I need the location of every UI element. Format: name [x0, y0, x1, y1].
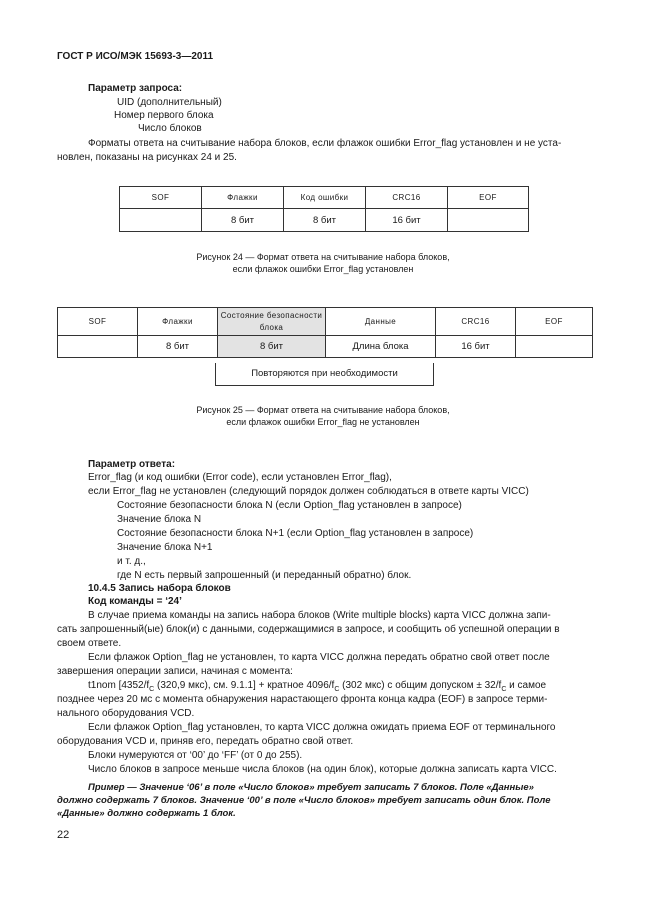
- response-param-item: Состояние безопасности блока N+1 (если Option_flag установлен в запросе): [117, 528, 474, 539]
- figure-25-caption-line: если флажок ошибки Error_flag не установлен: [226, 417, 420, 427]
- paragraph-line: нального оборудования VCD.: [57, 708, 195, 719]
- response-params-line: Error_flag (и код ошибки (Error code), если установлен Error_flag),: [88, 472, 392, 483]
- formula-subscript: C: [501, 686, 507, 693]
- fig25-header-block-security: Состояние безопасности блока: [218, 308, 326, 336]
- paragraph-line: завершения операции записи, начиная с момента:: [57, 666, 293, 677]
- response-param-item: и т. д.,: [117, 556, 146, 567]
- formula-subscript: C: [334, 686, 340, 693]
- paragraph-line: Блоки нумеруются от ‘00’ до ‘FF’ (от 0 до 255).: [88, 750, 303, 761]
- paragraph-line: своем ответе.: [57, 638, 122, 649]
- fig24-value-eof: [448, 209, 529, 232]
- formula-part: (320,9 мкс), см. 9.1.1] + кратное 4096/f: [154, 680, 335, 691]
- example-line: должно содержать 7 блоков. Значение ‘00’ в поле «Число блоков» требует записать один блок. Поле: [57, 795, 551, 806]
- response-param-item: Значение блока N: [117, 514, 202, 525]
- command-code: Код команды = ‘24’: [88, 596, 182, 607]
- fig24-value-sof: [120, 209, 202, 232]
- figure-24-caption-line: если флажок ошибки Error_flag установлен: [232, 264, 414, 274]
- paragraph-line: Если флажок Option_flag установлен, то карта VICC должна ожидать приема EOF от терминального: [88, 722, 556, 733]
- paragraph-line: Если флажок Option_flag не установлен, то карта VICC должна передать обратно свой ответ после: [88, 652, 550, 663]
- figure-24-caption-line: Рисунок 24 — Формат ответа на считывание набора блоков,: [196, 252, 450, 262]
- figure-24-table: [119, 186, 529, 232]
- fig24-value-flags: 8 бит: [202, 209, 284, 232]
- fig25-repeat-note: Повторяются при необходимости: [215, 363, 434, 386]
- fig25-value-sof: [58, 336, 138, 358]
- request-param-item: Номер первого блока: [114, 110, 214, 121]
- fig24-header-crc16: CRC16: [366, 187, 448, 209]
- fig25-header-flags: Флажки: [138, 308, 218, 336]
- example-line: Пример — Значение ‘06’ в поле «Число блоков» требует записать 7 блоков. Поле «Данные»: [88, 782, 534, 793]
- section-title: 10.4.5 Запись набора блоков: [88, 583, 231, 594]
- request-param-item: UID (дополнительный): [117, 97, 222, 108]
- fig24-value-crc16: 16 бит: [366, 209, 448, 232]
- intro-text-line: новлен, показаны на рисунках 24 и 25.: [57, 152, 237, 163]
- formula-part: (302 мкс) с общим допуском ± 32/f: [339, 680, 502, 691]
- response-params-line: если Error_flag не установлен (следующий порядок должен соблюдаться в ответе карты VICC): [88, 486, 529, 497]
- fig25-header-data: Данные: [326, 308, 436, 336]
- fig25-value-eof: [516, 336, 593, 358]
- fig25-value-crc16: 16 бит: [436, 336, 516, 358]
- fig25-value-flags: 8 бит: [138, 336, 218, 358]
- request-params-heading: Параметр запроса:: [88, 83, 183, 94]
- document-header: ГОСТ Р ИСО/МЭК 15693-3—2011: [57, 51, 214, 62]
- paragraph-line: В случае приема команды на запись набора блоков (Write multiple blocks) карта VICC должна запи-: [88, 610, 551, 621]
- fig25-header-crc16: CRC16: [436, 308, 516, 336]
- response-param-item: где N есть первый запрошенный (и переданный обратно) блок.: [117, 570, 412, 581]
- response-param-item: Значение блока N+1: [117, 542, 213, 553]
- formula-subscript: C: [149, 686, 155, 693]
- page-number: 22: [57, 829, 70, 841]
- fig24-header-flags: Флажки: [202, 187, 284, 209]
- fig24-header-sof: SOF: [120, 187, 202, 209]
- fig25-value-data: Длина блока: [326, 336, 436, 358]
- formula-part: и самое: [506, 680, 547, 691]
- paragraph-line: сать запрошенный(ые) блок(и) с данными, содержащимися в запросе, и сообщить об успешной операции в: [57, 624, 560, 635]
- figure-25-caption-line: Рисунок 25 — Формат ответа на считывание набора блоков,: [196, 405, 450, 415]
- paragraph-line: оборудования VCD и, приняв его, передать обратно свой ответ.: [57, 736, 354, 747]
- intro-text-line: Форматы ответа на считывание набора блоков, если флажок ошибки Error_flag установлен и не уста-: [88, 138, 562, 149]
- fig25-header-eof: EOF: [516, 308, 593, 336]
- fig24-header-error-code: Код ошибки: [284, 187, 366, 209]
- fig24-header-eof: EOF: [448, 187, 529, 209]
- fig25-header-sof: SOF: [58, 308, 138, 336]
- figure-25-table: [57, 307, 593, 358]
- example-line: «Данные» должно содержать 1 блок.: [57, 808, 236, 819]
- response-param-item: Состояние безопасности блока N (если Option_flag установлен в запросе): [117, 500, 462, 511]
- paragraph-line: позднее через 20 мс с момента обнаружения нарастающего фронта конца кадра (EOF) в запросе терми-: [57, 694, 548, 705]
- fig24-value-error-code: 8 бит: [284, 209, 366, 232]
- request-param-item: Число блоков: [138, 123, 202, 134]
- fig25-value-block-security: 8 бит: [218, 336, 326, 358]
- formula-part: t1nom [4352/f: [88, 680, 150, 691]
- response-params-heading: Параметр ответа:: [88, 459, 176, 470]
- paragraph-line: Число блоков в запросе меньше числа блоков (на один блок), которые должна записать карта VICC.: [88, 764, 557, 775]
